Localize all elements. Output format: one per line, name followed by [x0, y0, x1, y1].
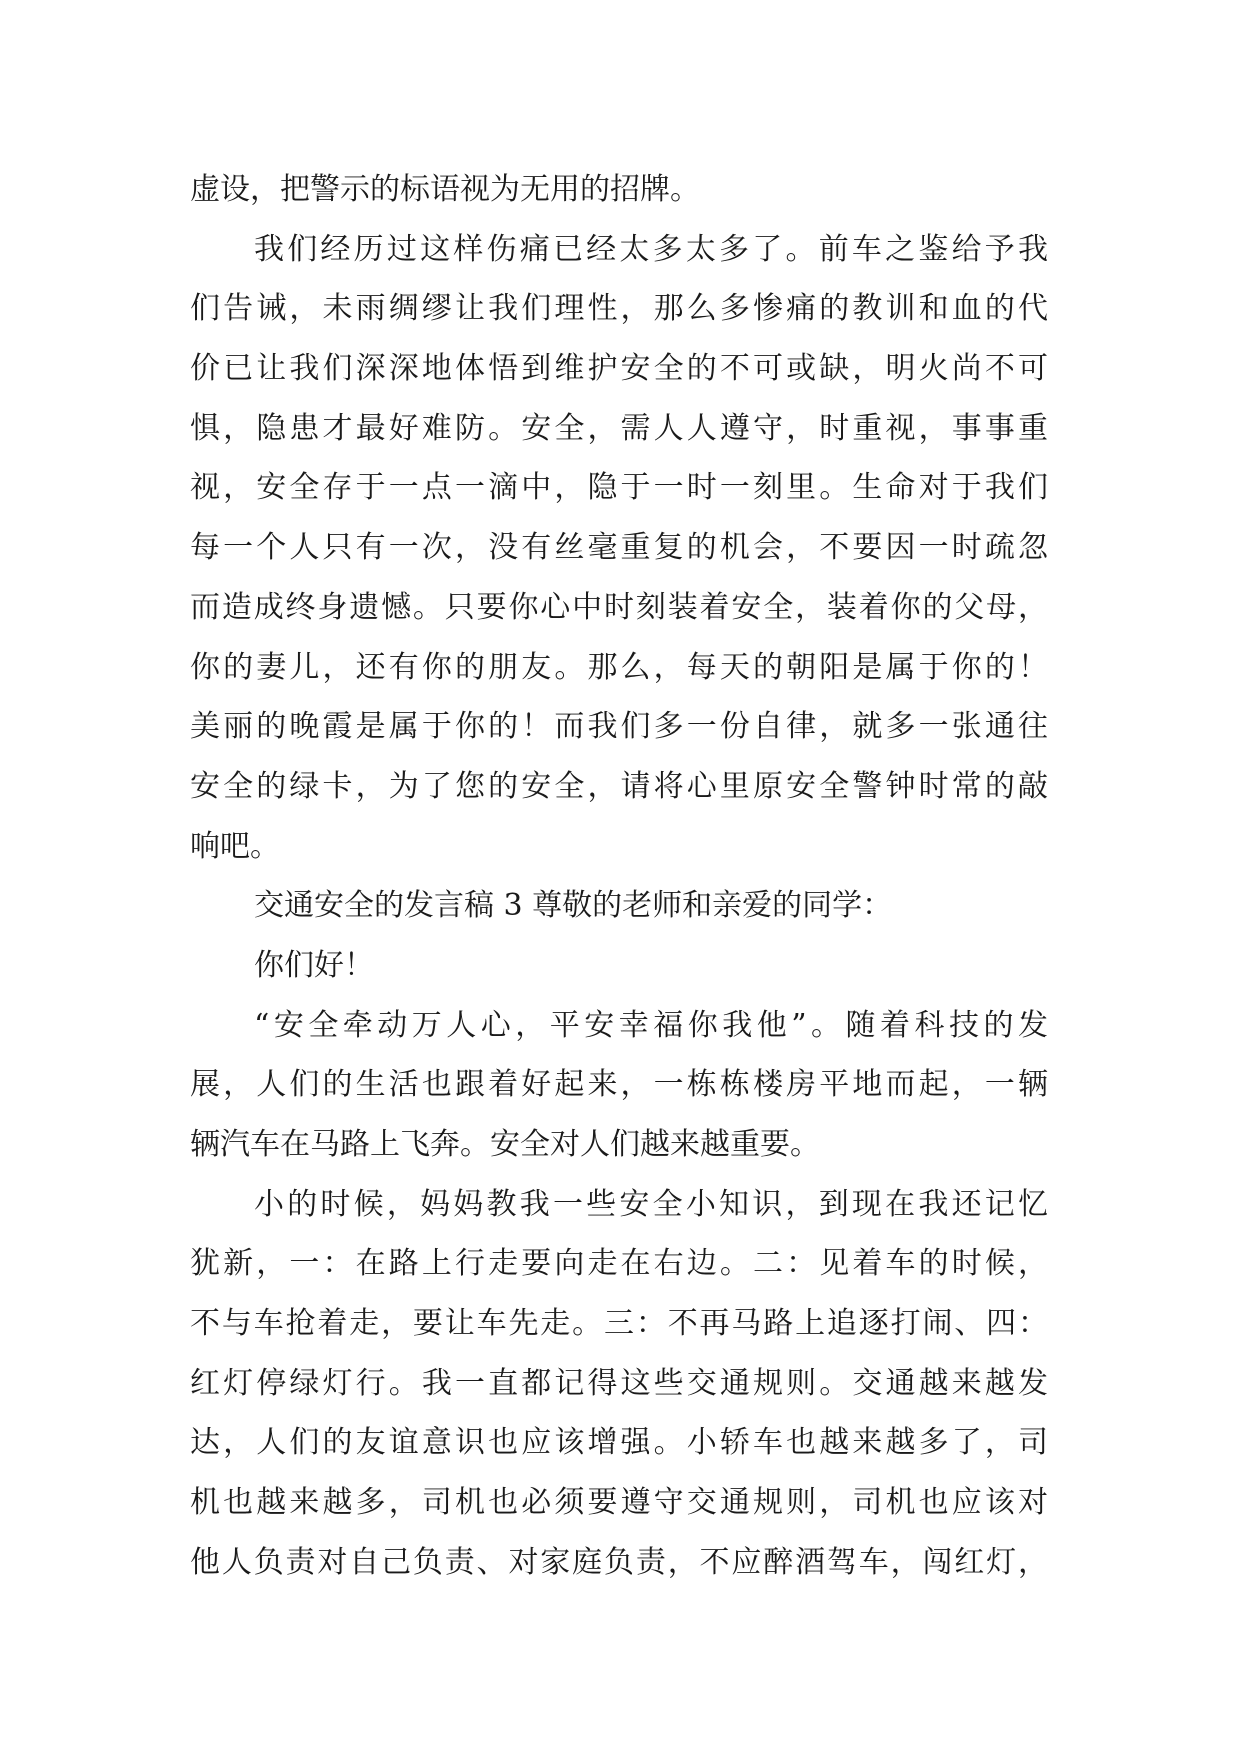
text-line: 小的时候，妈妈教我一些安全小知识，到现在我还记忆: [254, 1186, 1048, 1222]
text-line: 惧，隐患才最好难防。安全，需人人遵守，时重视，事事重: [190, 410, 1048, 446]
text-line: 你的妻儿，还有你的朋友。那么，每天的朝阳是属于你的！: [190, 649, 1048, 685]
text-line: 达，人们的友谊意识也应该增强。小轿车也越来越多了，司: [190, 1425, 1048, 1461]
text-line: 响吧。: [190, 828, 280, 864]
text-line: 美丽的晚霞是属于你的！而我们多一份自律，就多一张通往: [190, 709, 1048, 745]
document-body: [190, 160, 1048, 1593]
text-line: 辆汽车在马路上飞奔。安全对人们越来越重要。: [190, 1127, 820, 1162]
text-line: 安全的绿卡，为了您的安全，请将心里原安全警钟时常的敲: [190, 768, 1048, 804]
text-line: 他人负责对自己负责、对家庭负责，不应醉酒驾车，闯红灯，: [190, 1544, 1048, 1580]
text-line: 展，人们的生活也跟着好起来，一栋栋楼房平地而起，一辆: [190, 1067, 1048, 1103]
text-line: 虚设，把警示的标语视为无用的招牌。: [190, 172, 700, 207]
text-line: 视，安全存于一点一滴中，隐于一时一刻里。生命对于我们: [190, 470, 1048, 506]
text-line: “安全牵动万人心，平安幸福你我他”。随着科技的发: [254, 1007, 1048, 1043]
text-line: 红灯停绿灯行。我一直都记得这些交通规则。交通越来越发: [190, 1365, 1048, 1401]
text-line: 每一个人只有一次，没有丝毫重复的机会，不要因一时疏忽: [190, 530, 1048, 566]
text-line: 们告诫，未雨绸缪让我们理性，那么多惨痛的教训和血的代: [190, 291, 1048, 327]
text-line: 机也越来越多，司机也必须要遵守交通规则，司机也应该对: [190, 1485, 1048, 1521]
text-line: 价已让我们深深地体悟到维护安全的不可或缺，明火尚不可: [190, 351, 1048, 387]
text-line: 犹新，一：在路上行走要向走在右边。二：见着车的时候，: [190, 1246, 1048, 1282]
text-line: 不与车抢着走，要让车先走。三：不再马路上追逐打闹、四：: [190, 1306, 1048, 1342]
text-line: 我们经历过这样伤痛已经太多太多了。前车之鉴给予我: [254, 231, 1048, 267]
text-line: 你们好！: [254, 947, 374, 983]
text-line: 交通安全的发言稿 3 尊敬的老师和亲爱的同学：: [254, 888, 893, 924]
text-line: 而造成终身遗憾。只要你心中时刻装着安全，装着你的父母，: [190, 589, 1048, 625]
